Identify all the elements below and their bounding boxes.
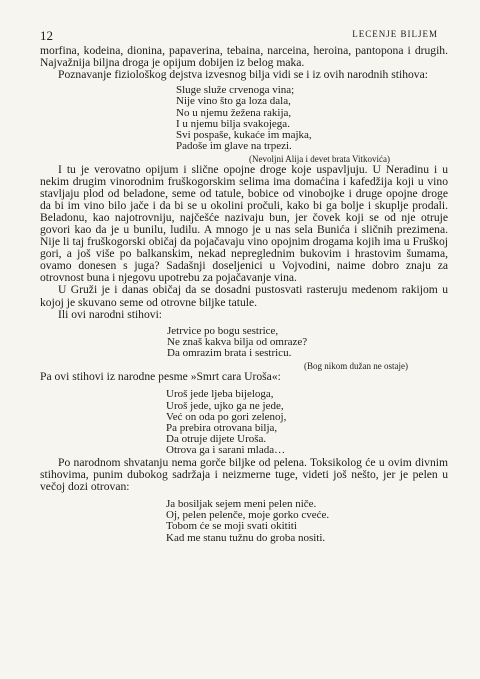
verse-line: Otrova ga i sarani mlada… [166, 444, 286, 457]
verse-source: (Nevoljni Alija i devet brata Vitkovića) [248, 153, 390, 164]
paragraph-6: Pa ovi stihovi iz narodne pesme »Smrt cara Uroša«: [40, 370, 281, 384]
verse-1 [176, 85, 448, 163]
verse-line: Padoše im glave na trpezi. [176, 140, 292, 153]
paragraph-4: U Gruži je i danas običaj da se dosadni pustosvati rasteruju medenom rakijom u kojoj je skuvano seme od otrovne biljke tatule. [40, 283, 448, 309]
verse-line: Tobom će se moji svati okititi [166, 520, 297, 533]
paragraph-5: Ili ovi narodni stihovi: [58, 307, 163, 321]
verse-line: Kad me stanu tužnu do groba nositi. [166, 531, 326, 544]
verse-line: Da omrazim brata i sestricu. [167, 347, 292, 360]
paragraph-2: Poznavanje fiziološkog dejstva izvesnog bilja vidi se i iz ovih narodnih stihova: [58, 68, 428, 82]
verse-line: Nije vino što ga loza dala, [176, 95, 291, 108]
verse-3 [166, 389, 448, 456]
paragraph-7: Po narodnom shvatanju nema gorče biljke od pelena. Toksikolog će u ovim divnim stihovima, punim dubokog sadržaja i neizmerne tuge, videti još nešto, jer je pelen u večoj dozi otrovan: [40, 455, 448, 493]
page-number: 12 [40, 28, 53, 43]
verse-line: Ja bosiljak sejem meni pelen niče. [166, 497, 317, 510]
verse-line: Već on oda po gori zelenoj, [166, 410, 287, 423]
verse-line: Pa prebira otrovana bilja, [166, 422, 278, 435]
verse-line: Jetrvice po bogu sestrice, [167, 324, 279, 337]
verse-line: Sluge služe crvenoga vina; [176, 84, 295, 97]
verse-source: (Bog nikom dužan ne ostaje) [304, 361, 408, 372]
verse-2 [167, 326, 448, 372]
verse-line: I u njemu bilja svakojega. [176, 117, 290, 130]
verse-line: Da otruje dijete Uroša. [166, 433, 267, 446]
verse-line: Uroš jede ljeba bijeloga, [166, 388, 274, 401]
verse-line: Uroš jede, ujko ga ne jede, [166, 399, 284, 412]
paragraph-3: I tu je verovatno opijum i slične opojne droge koje uspavljuju. U Neradinu i u nekim drugim vinorodnim fruškogorskim selima ima domaćina i kafedžija koji u vino stavljaju plod od beladone, seme od tatule, bobice od vinobojke i druge opojne droge da bi im vino bilo jače i da bi se u okolini pročuli, kako bi ga bolje i skuplje prodali. Beladonu, kao najotrovniju, najčešće nazivaju bun, jer čovek koji se od nje otruje govori kao da je u bunilu, ludilu. A mnogo je u nas sela Bunića i sličnih prezimena. Nije li taj fruškogorski običaj da pojačavaju vino opojnim drogama kojih ima u Fruškoj gori, a još više po balkanskim, nekad nepreglednim bukovim i hrastovim šumama, ovamo donesen s juga? Sadašnji doseljenici u Vojvodini, naime dobro znaju za otrovnost buna i njegovu upotrebu za pojačavanje vina. [40, 162, 448, 285]
running-head: LECENJE BILJEM [352, 29, 438, 39]
paragraph-1: morfina, kodeina, dionina, papaverina, tebaina, narceina, heroina, pantopona i drugih. Najvažnija biljna droga je opijum dobijen iz belog maka. [40, 44, 448, 70]
verse-4 [166, 499, 448, 544]
verse-line: No u njemu žežena rakija, [176, 106, 292, 119]
verse-line: Svi pospaše, kukaće im majka, [176, 129, 312, 142]
verse-line: Ne znaš kakva bilja od omraze? [167, 335, 308, 348]
page-body [40, 45, 448, 544]
verse-line: Oj, pelen pelenče, moje gorko cveće. [166, 509, 330, 522]
